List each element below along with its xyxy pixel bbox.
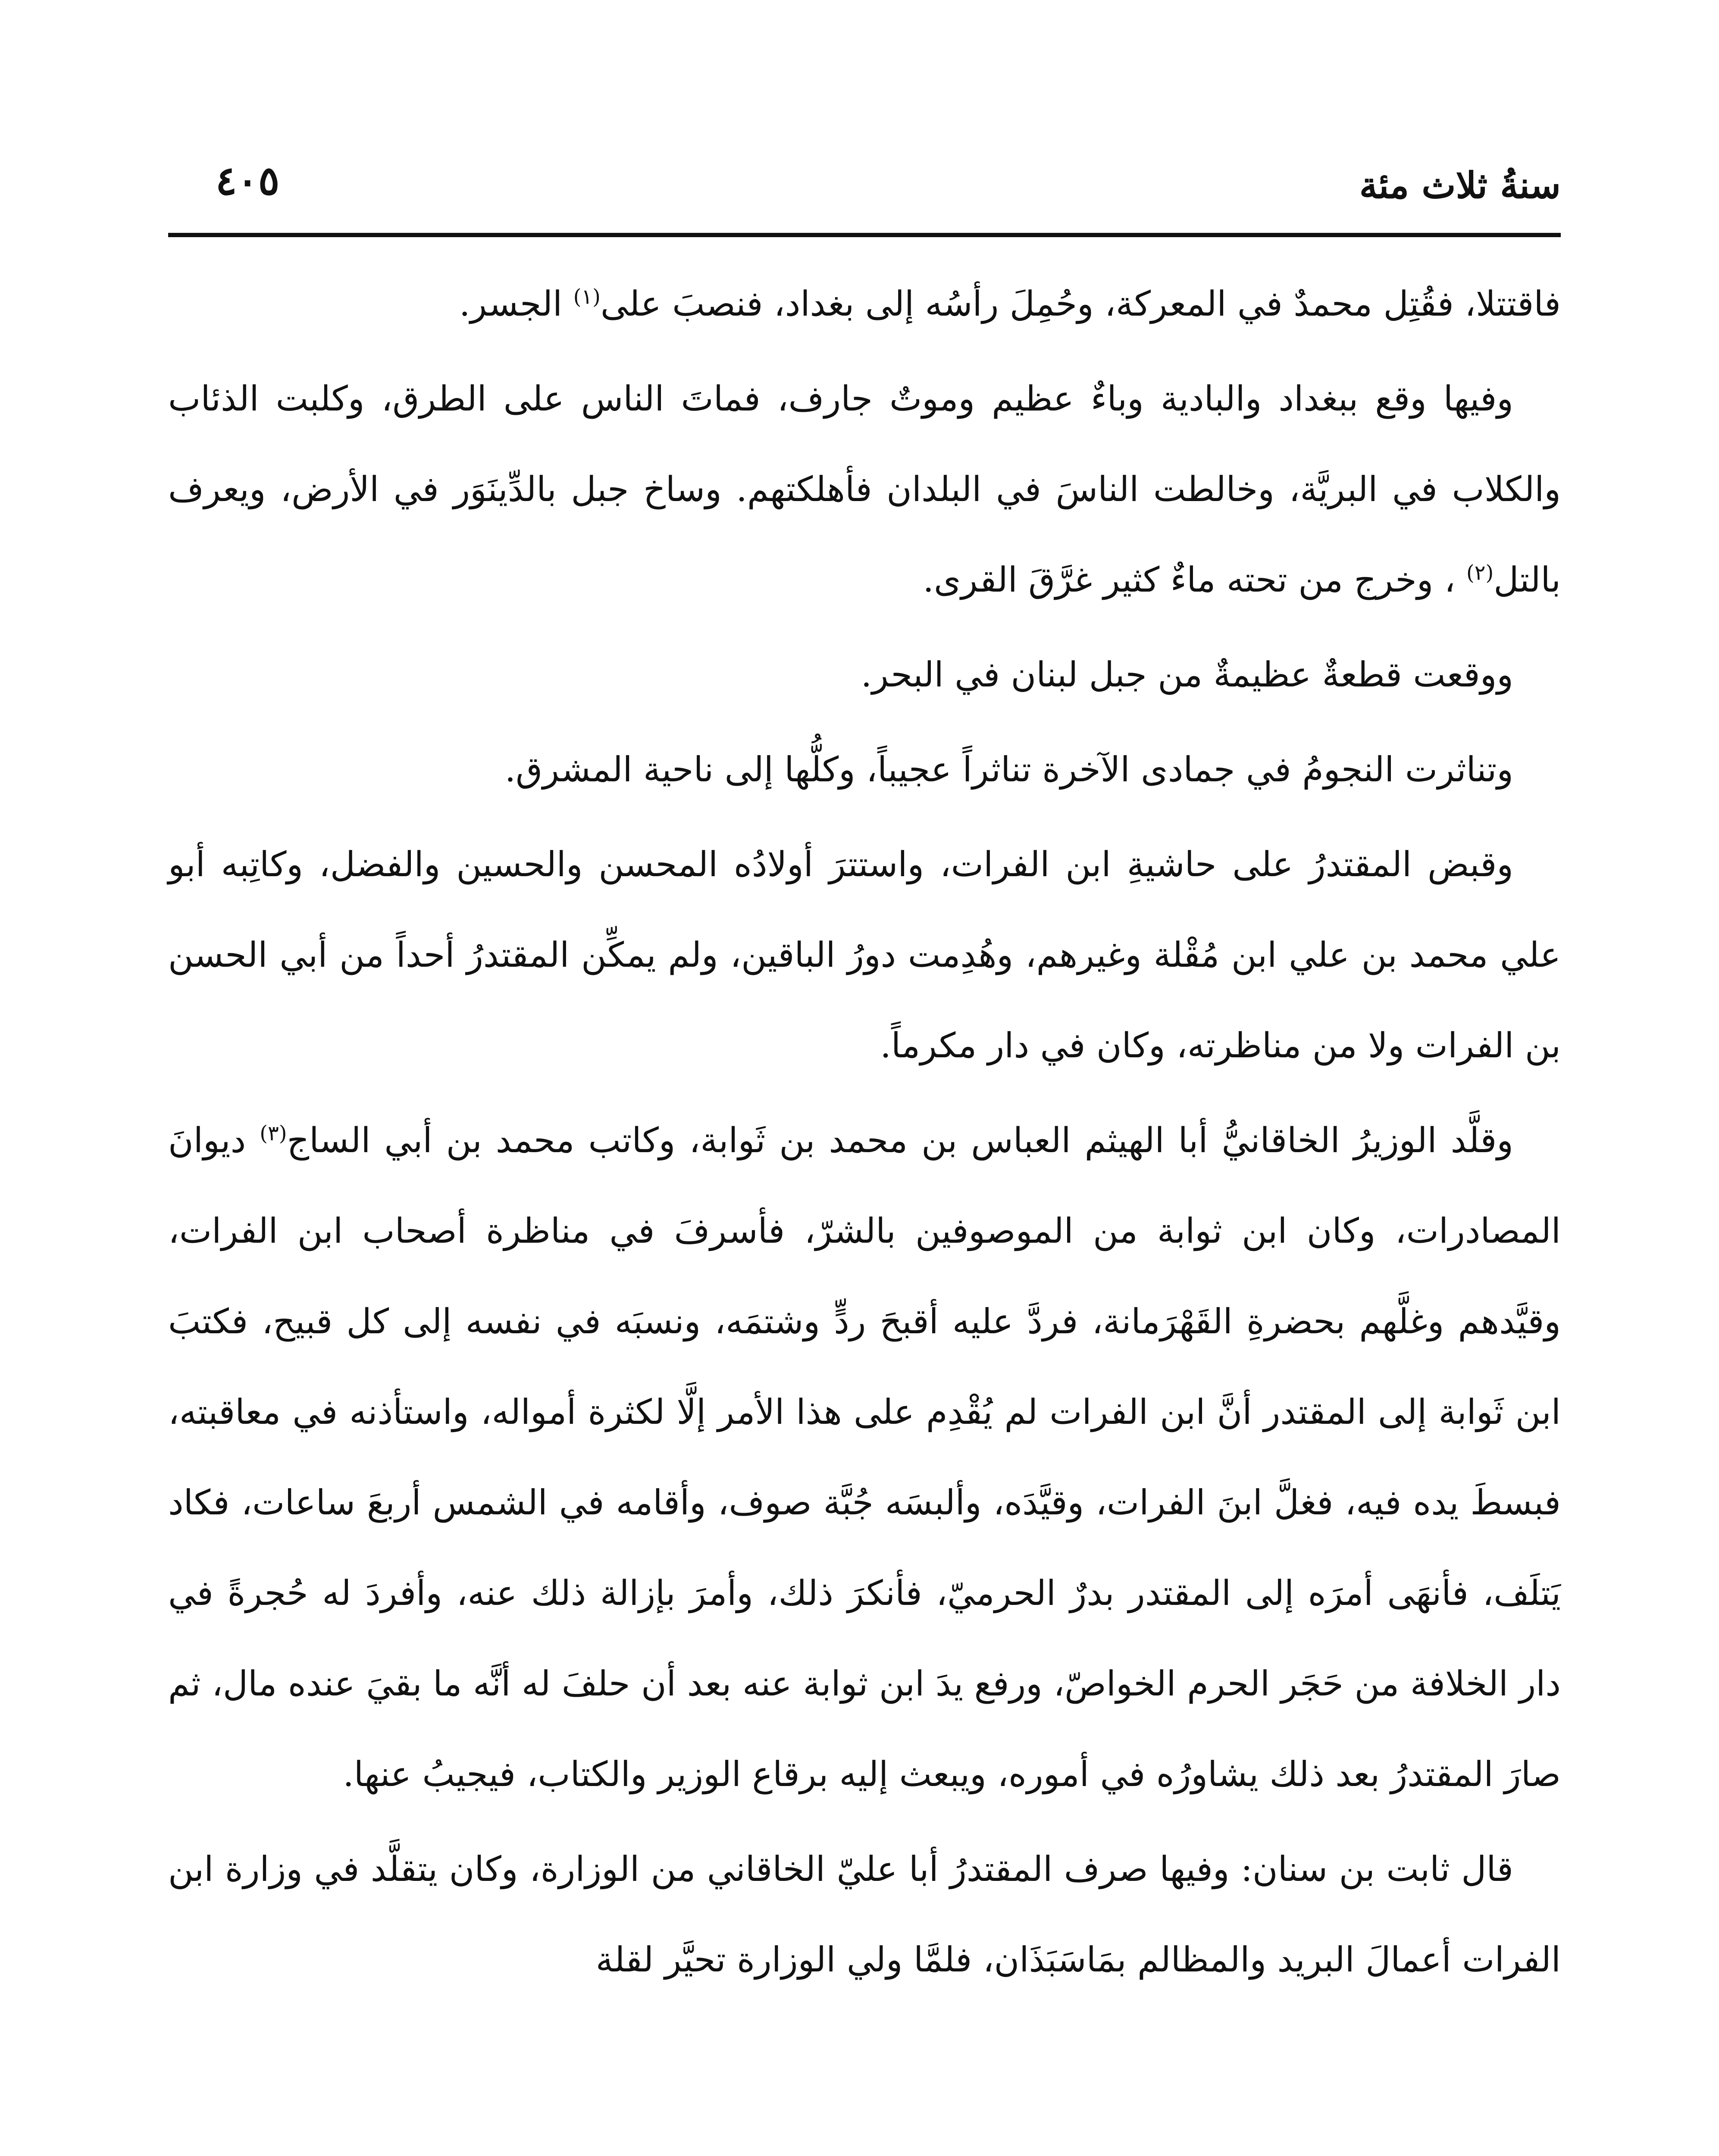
footnote-ref: (١) bbox=[573, 285, 601, 309]
text-run: وقلَّد الوزيرُ الخاقانيُّ أبا الهيثم العباس بن محمد بن ثَوابة، وكاتب محمد بن أبي الساج bbox=[287, 1120, 1514, 1160]
body-text bbox=[168, 259, 1561, 2009]
text-run: وتناثرت النجومُ في جمادى الآخرة تناثراً عجيباً، وكلُّها إلى ناحية المشرق. bbox=[504, 749, 1513, 790]
text-run: وقبض المقتدرُ على حاشيةِ ابن الفرات، واستترَ أولادُه المحسن والحسين والفضل، وكاتِبه أبو علي محمد بن علي ابن مُقْلة وغيرهم، وهُدِمت دورُ الباقين، ولم يمكِّن المقتدرُ أحداً من أبي الحسن بن الفرات ولا من مناظرته، وكان في دار مكرماً. bbox=[168, 844, 1561, 1065]
paragraph bbox=[168, 630, 1561, 720]
book-page bbox=[168, 129, 1561, 2156]
text-run: الجسر. bbox=[459, 284, 573, 324]
text-run: ووقعت قطعةٌ عظيمةٌ من جبل لبنان في البحر. bbox=[861, 655, 1513, 695]
text-run: ديوانَ المصادرات، وكان ابن ثوابة من الموصوفين بالشرّ، فأسرفَ في مناظرة أصحاب ابن الفرات، وقيَّدهم وغلَّهم بحضرةِ القَهْرَمانة، فردَّ عليه أقبحَ ردٍّ وشتمَه، ونسبَه في نفسه إلى كل قبيح، فكتبَ ابن ثَوابة إلى المقتدر أنَّ ابن الفرات لم يُقْدِم على هذا الأمر إلَّا لكثرة أمواله، واستأذنه في معاقبته، فبسطَ يده فيه، فغلَّ ابنَ الفرات، وقيَّدَه، وألبسَه جُبَّة صوف، وأقامه في الشمس أربعَ ساعات، فكاد يَتلَف، فأنهَى أمرَه إلى المقتدر بدرٌ الحرميّ، فأنكرَ ذلك، وأمرَ بإزالة ذلك عنه، وأفردَ له حُجرةً في دار الخلافة من حَجَر الحرم الخواصّ، ورفع يدَ ابن ثوابة عنه بعد أن حلفَ له أنَّه ما بقيَ عنده مال، ثم صارَ المقتدرُ بعد ذلك يشاورُه في أموره، ويبعث إليه برقاع الوزير والكتاب، فيجيبُ عنها. bbox=[168, 1120, 1561, 1794]
text-run: ، وخرج من تحته ماءٌ كثير غرَّقَ القرى. bbox=[923, 560, 1466, 600]
paragraph bbox=[168, 259, 1561, 349]
text-run: قال ثابت بن سنان: وفيها صرف المقتدرُ أبا عليّ الخاقاني من الوزارة، وكان يتقلَّد في وزارة ابن الفرات أعمالَ البريد والمظالم بمَاسَبَذَان، فلمَّا ولي الوزارة تحيَّر لقلة bbox=[168, 1849, 1561, 1980]
footnote-ref: (٢) bbox=[1466, 561, 1494, 585]
footnote-ref: (٣) bbox=[260, 1121, 287, 1146]
paragraph bbox=[168, 354, 1561, 625]
page-number: ٤٠٥ bbox=[216, 157, 280, 204]
paragraph bbox=[168, 724, 1561, 815]
text-run: وفيها وقع ببغداد والبادية وباءٌ عظيم وموتٌ جارف، فماتَ الناس على الطرق، وكلبت الذئاب والكلاب في البريَّة، وخالطت الناسَ في البلدان فأهلكتهم. وساخ جبل بالدِّينَوَر في الأرض، ويعرف بالتل bbox=[168, 379, 1561, 600]
header-rule bbox=[168, 233, 1561, 237]
paragraph bbox=[168, 819, 1561, 1091]
running-title: سنةُ ثلاث مئة bbox=[1359, 164, 1561, 207]
page-header bbox=[168, 155, 1561, 233]
text-run: فاقتتلا، فقُتِل محمدٌ في المعركة، وحُمِلَ رأسُه إلى بغداد، فنصبَ على bbox=[600, 284, 1561, 324]
paragraph bbox=[168, 1095, 1561, 1820]
paragraph bbox=[168, 1824, 1561, 2005]
